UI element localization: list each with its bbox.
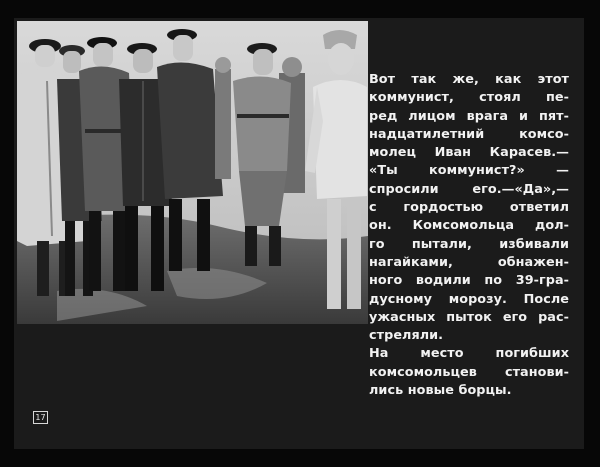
caption-line: молец Иван Карасев.— [369,145,569,161]
caption-line: Вот так же, как этот [369,72,569,87]
caption-line: ред лицом врага и пят- [369,108,569,124]
caption-line: нагайками, обнажен- [369,254,569,270]
caption-line: дусному морозу. После [369,291,569,307]
caption-line: ного водили по 39-гра- [369,273,569,289]
caption-line: лись новые борцы. [369,383,512,399]
caption-line: На место погибших [369,346,569,362]
caption-line: стреляли. [369,328,444,344]
caption-line: он. Комсомольца дол- [369,218,569,234]
caption-line: го пытали, избивали [369,236,569,252]
frame-number: 17 [33,411,48,424]
caption-line: «Ты коммунист?» — [369,163,569,179]
photo-illustration [17,21,368,324]
caption-line: спросили его.—«Да»,— [369,181,569,197]
caption-text [369,71,569,400]
caption-line: надцатилетний комсо- [369,126,569,142]
caption-line: ужасных пыток его рас- [369,309,569,325]
caption-line: с гордостью ответил [369,200,569,216]
caption-line: коммунист, стоял пе- [369,90,569,106]
historical-photo [17,21,368,324]
caption-line: комсомольцев станови- [369,364,569,380]
